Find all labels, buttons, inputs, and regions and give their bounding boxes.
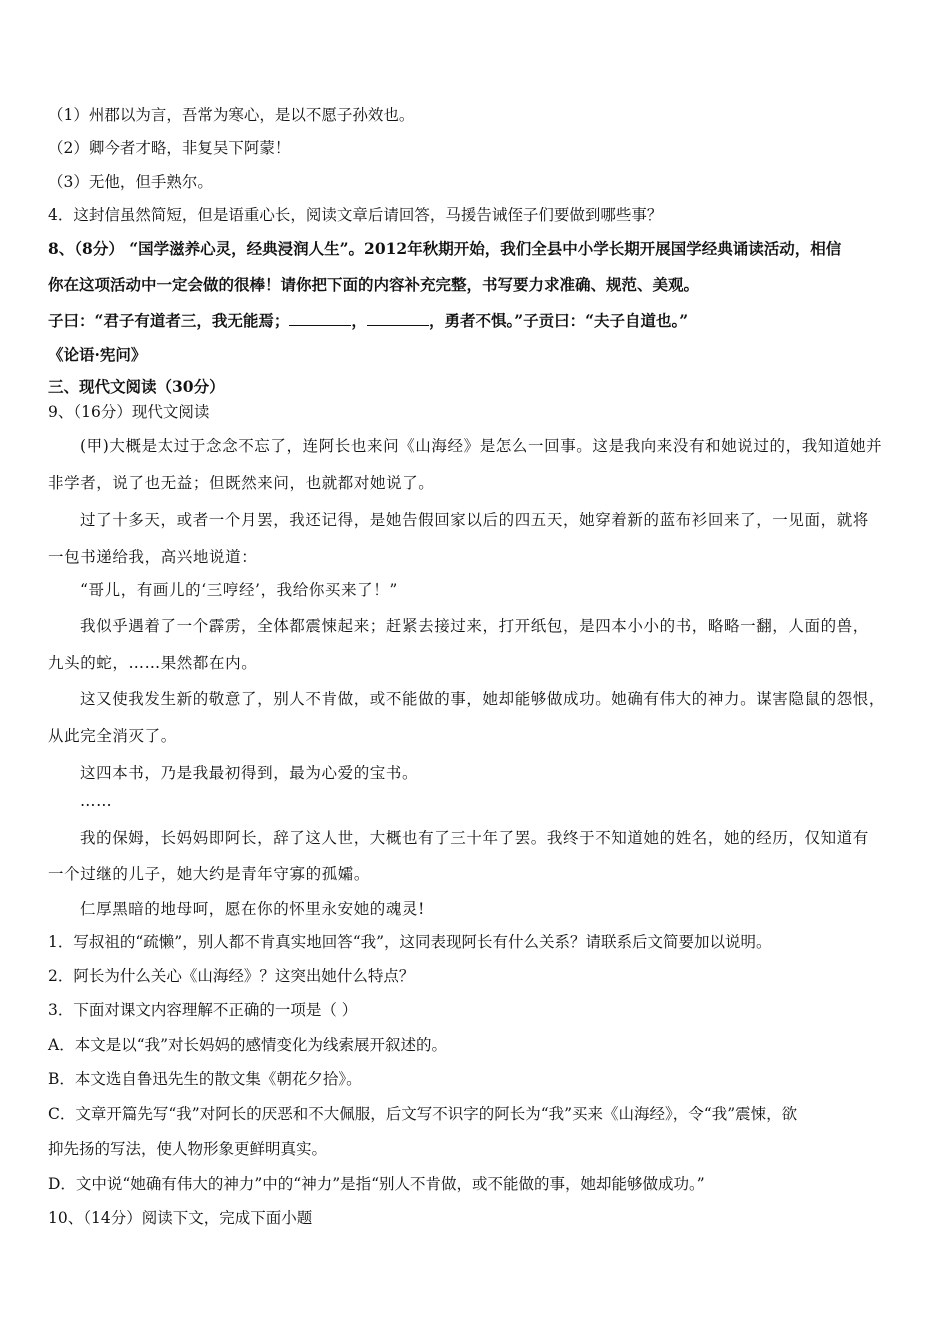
quote-start: 子曰：“君子有道者三，我无能焉； bbox=[48, 311, 290, 330]
question-9-2: 2．阿长为什么关心《山海经》？这突出她什么特点？ bbox=[48, 967, 415, 985]
passage-line: (甲)大概是太过于念念不忘了，连阿长也来问《山海经》是怎么一回事。这是我向来没有和她说过的，我知道她并 bbox=[80, 437, 883, 455]
translation-item-2: （2）卿今者才略，非复吴下阿蒙！ bbox=[48, 139, 291, 157]
fill-blank-1[interactable] bbox=[289, 311, 351, 326]
passage-line: 从此完全消灭了。 bbox=[48, 727, 177, 745]
option-c: C．文章开篇先写“我”对阿长的厌恶和不大佩服，后文写不识字的阿长为“我”买来《山海经》，令“我”震悚，欲 bbox=[48, 1105, 798, 1123]
passage-line: “哥儿，有画儿的‘三哼经’，我给你买来了！” bbox=[80, 581, 398, 599]
passage-line: 非学者，说了也无益；但既然来问，也就都对她说了。 bbox=[48, 474, 435, 492]
passage-line: 这又使我发生新的敬意了，别人不肯做，或不能做的事，她却能够做成功。她确有伟大的神力。谋害隐鼠的怨恨， bbox=[80, 690, 886, 708]
translation-item-1: （1）州郡以为言，吾常为寒心，是以不愿子孙效也。 bbox=[48, 106, 415, 124]
section-heading: 三、现代文阅读（30分） bbox=[48, 377, 225, 396]
question-9-1: 1．写叔祖的“疏懒”，别人都不肯真实地回答“我”，这同表现阿长有什么关系？请联系后文简要加以说明。 bbox=[48, 933, 772, 951]
question-8-line-1: 8、（8分） “国学滋养心灵，经典浸润人生”。2012年秋期开始，我们全县中小学长期开展国学经典诵读活动，相信 bbox=[48, 239, 842, 258]
passage-ellipsis: …… bbox=[80, 792, 113, 810]
passage-line: 一个过继的儿子，她大约是青年守寡的孤孀。 bbox=[48, 865, 371, 883]
question-10-header: 10、（14分）阅读下文，完成下面小题 bbox=[48, 1209, 313, 1227]
quote-separator: ， bbox=[351, 311, 367, 330]
quote-source: 《论语·宪问》 bbox=[48, 345, 147, 364]
passage-line: 我的保姆，长妈妈即阿长，辞了这人世，大概也有了三十年了罢。我终于不知道她的姓名，她的经历，仅知道有 bbox=[80, 829, 869, 847]
question-8-line-2: 你在这项活动中一定会做的很棒！请你把下面的内容补充完整，书写要力求准确、规范、美观。 bbox=[48, 275, 700, 294]
fill-blank-2[interactable] bbox=[367, 311, 429, 326]
passage-line: 我似乎遇着了一个霹雳，全体都震悚起来；赶紧去接过来，打开纸包，是四本小小的书，略略一翻，人面的兽， bbox=[80, 617, 869, 635]
passage-line: 九头的蛇，……果然都在内。 bbox=[48, 654, 258, 672]
question-9-header: 9、（16分）现代文阅读 bbox=[48, 403, 210, 421]
question-8-quote bbox=[48, 309, 688, 331]
passage-line: 仁厚黑暗的地母呵，愿在你的怀里永安她的魂灵! bbox=[80, 900, 425, 918]
quote-end: ，勇者不惧。”子贡曰：“夫子自道也。” bbox=[428, 311, 689, 330]
passage-line: 过了十多天，或者一个月罢，我还记得，是她告假回家以后的四五天，她穿着新的蓝布衫回来了，一见面，就将 bbox=[80, 511, 869, 529]
option-d: D．文中说“她确有伟大的神力”中的“神力”是指“别人不肯做，或不能做的事，她却能够做成功。” bbox=[48, 1175, 705, 1193]
option-c-continued: 抑先扬的写法，使人物形象更鲜明真实。 bbox=[48, 1140, 328, 1158]
option-a: A．本文是以“我”对长妈妈的感情变化为线索展开叙述的。 bbox=[48, 1036, 448, 1054]
option-b: B．本文选自鲁迅先生的散文集《朝花夕拾》。 bbox=[48, 1070, 362, 1088]
question-9-3: 3．下面对课文内容理解不正确的一项是（ ） bbox=[48, 1001, 358, 1019]
passage-line: 一包书递给我，高兴地说道： bbox=[48, 548, 258, 566]
translation-item-3: （3）无他，但手熟尔。 bbox=[48, 173, 213, 191]
question-4: 4．这封信虽然简短，但是语重心长，阅读文章后请回答，马援告诫侄子们要做到哪些事？ bbox=[48, 206, 663, 224]
passage-line: 这四本书，乃是我最初得到，最为心爱的宝书。 bbox=[80, 764, 419, 782]
